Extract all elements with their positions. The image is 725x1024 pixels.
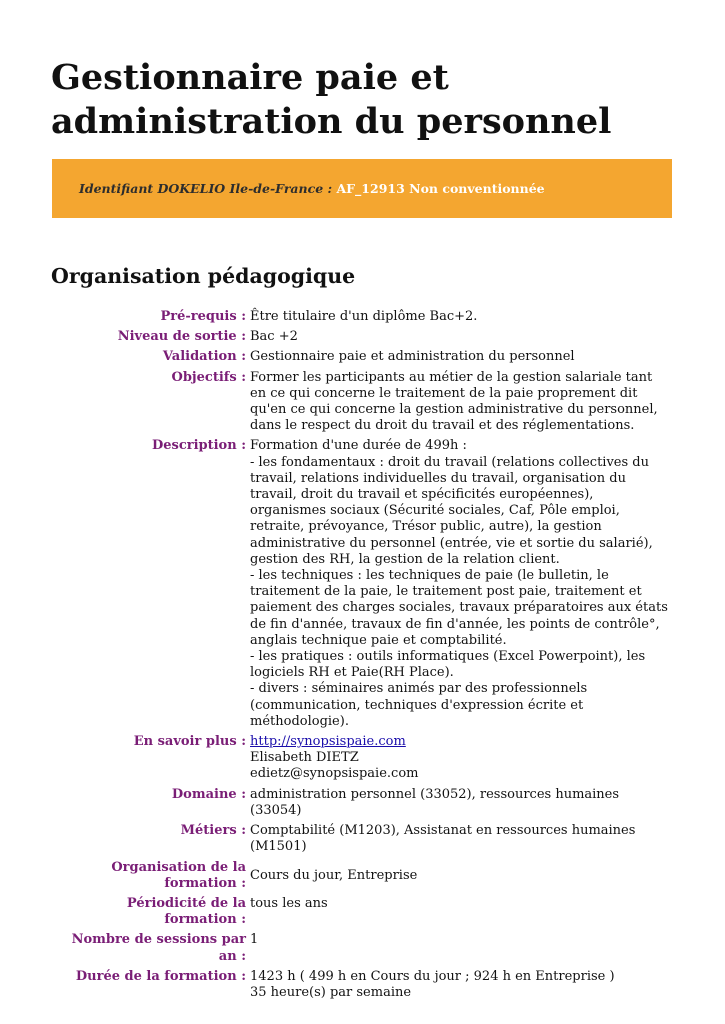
label-sessions: Nombre de sessions par an : — [71, 932, 246, 964]
row-organisation — [51, 860, 671, 896]
value-validation: Gestionnaire paie et administration du personnel — [250, 349, 575, 365]
value-duree — [250, 969, 671, 1005]
duree-line: 35 heure(s) par semaine — [250, 984, 412, 1000]
value-periodicite: tous les ans — [250, 895, 328, 911]
banner-text — [79, 181, 545, 196]
row-domaine — [51, 787, 671, 823]
description-line: - les fondamentaux : droit du travail (relations collectives du travail, relations individuelles du travail, organisation du travail, droit du travail et spécificités européennes), organismes sociaux (Sécurité sociales, Caf, Pôle emploi, retraite, prévoyance, Trésor public, autre), la gestion administrative du personnel (entrée, vie et sortie du salarié), gestion des RH, la gestion de la relation client. — [250, 454, 653, 567]
label-duree: Durée de la formation : — [75, 968, 246, 984]
identifier-banner — [52, 159, 672, 218]
website-link[interactable]: http://synopsispaie.com — [250, 734, 406, 750]
value-sessions: 1 — [250, 932, 259, 948]
description-line: - les techniques : les techniques de paie (le bulletin, le traitement de la paie, le traitement post paie, traitement et paiement des charges sociales, travaux préparatoires aux états de fin d'année, travaux de fin d'année, les points de contrôle°, anglais technique paie et comptabilité. — [250, 568, 668, 648]
description-line: Formation d'une durée de 499h : — [250, 438, 467, 454]
row-validation — [51, 349, 671, 369]
contact-email: edietz@synopsispaie.com — [250, 766, 419, 782]
label-domaine: Domaine : — [171, 786, 246, 802]
label-objectifs: Objectifs : — [171, 369, 246, 385]
banner-value: AF_12913 Non conventionnée — [336, 181, 545, 196]
page-title: Gestionnaire paie et administration du personnel — [51, 57, 612, 142]
label-periodicite: Périodicité de la formation : — [126, 895, 246, 928]
label-organisation: Organisation de la formation : — [111, 859, 246, 891]
value-objectifs: Former les participants au métier de la gestion salariale tant en ce qui concerne le traitement de la paie proprement dit qu'en ce qui concerne la gestion administrative du personnel, dans le respect du droit du travail et des réglementations. — [250, 369, 658, 434]
description-line: - les pratiques : outils informatiques (Excel Powerpoint), les logiciels RH et Paie(RH Place). — [250, 649, 646, 681]
label-description: Description : — [151, 438, 246, 454]
label-prerequis: Pré-requis : — [160, 309, 246, 324]
row-en-savoir-plus — [51, 734, 671, 787]
label-niveau: Niveau de sortie : — [117, 329, 246, 345]
value-en-savoir-plus — [250, 734, 671, 787]
row-description — [51, 438, 671, 734]
label-validation: Validation : — [162, 349, 246, 365]
value-niveau: Bac +2 — [250, 329, 298, 345]
label-metiers: Métiers : — [180, 823, 246, 839]
row-objectifs — [51, 370, 671, 439]
value-organisation: Cours du jour, Entreprise — [250, 867, 418, 883]
row-metiers — [51, 823, 671, 859]
row-prerequis — [51, 309, 671, 329]
label-en-savoir-plus: En savoir plus : — [133, 734, 246, 750]
description-line: - divers : séminaires animés par des professionnels (communication, techniques d'expression écrite et méthodologie). — [250, 681, 588, 729]
section-title: Organisation pédagogique — [51, 264, 356, 288]
value-description — [250, 438, 671, 734]
row-sessions — [51, 932, 671, 968]
contact-name: Elisabeth DIETZ — [250, 750, 359, 766]
row-niveau — [51, 329, 671, 349]
info-table — [51, 309, 671, 1005]
row-periodicite — [51, 896, 671, 932]
value-prerequis: Être titulaire d'un diplôme Bac+2. — [250, 309, 478, 324]
row-duree — [51, 969, 671, 1005]
banner-label: Identifiant DOKELIO Ile-de-France : — [79, 181, 333, 196]
value-metiers: Comptabilité (M1203), Assistanat en ressources humaines (M1501) — [250, 823, 636, 855]
value-domaine: administration personnel (33052), ressources humaines (33054) — [250, 786, 620, 818]
duree-line: 1423 h ( 499 h en Cours du jour ; 924 h en Entreprise ) — [250, 968, 615, 984]
